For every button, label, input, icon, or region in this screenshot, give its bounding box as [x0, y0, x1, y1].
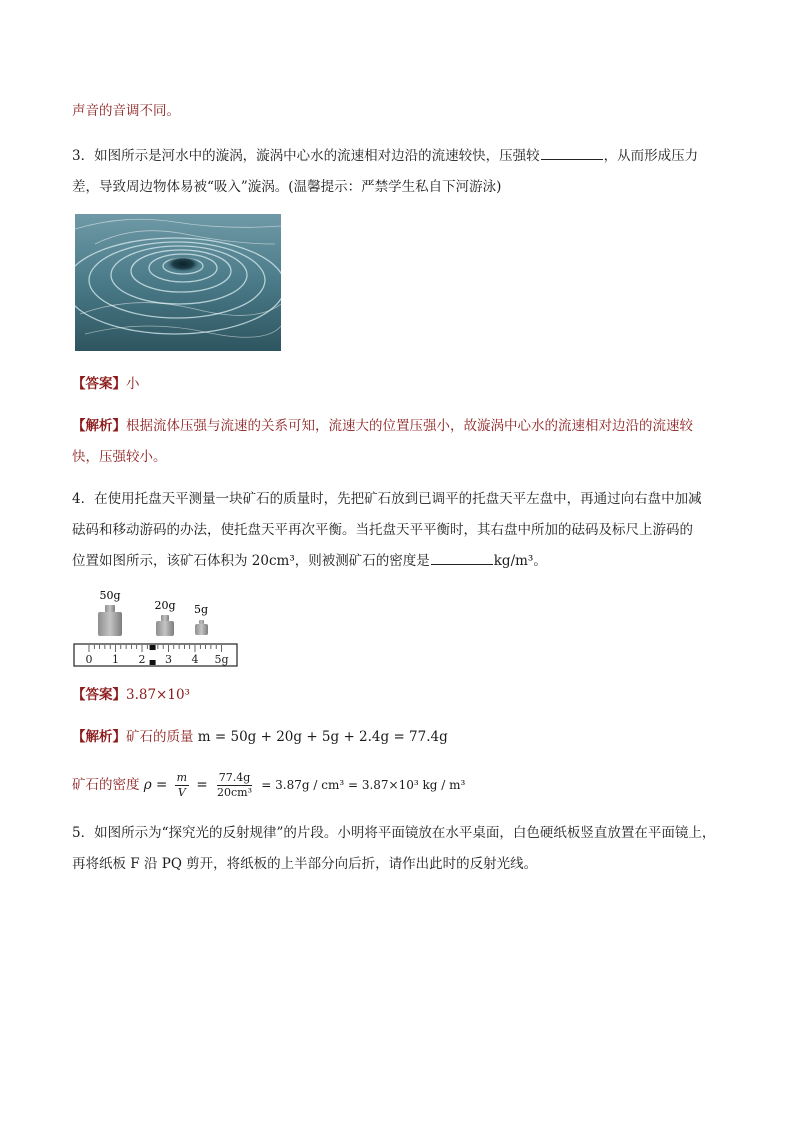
- balance-weights-figure: [72, 584, 242, 674]
- rider-top: [150, 645, 156, 650]
- q4-line3: [72, 546, 732, 577]
- q5-question: [72, 818, 732, 880]
- scale-tick-label: 3: [165, 653, 172, 666]
- weight-5g: [195, 620, 208, 635]
- q4-line1: 4．在使用托盘天平测量一块矿石的质量时，先把矿石放到已调平的托盘天平左盘中，再通过向右盘中加减: [72, 491, 702, 507]
- q3-analysis: [72, 411, 732, 473]
- q3-analysis-line2: 快，压强较小。: [72, 449, 167, 465]
- q3-analysis-text1: 根据流体压强与流速的关系可知，流速大的位置压强小，故漩涡中心水的流速相对边沿的流速较: [126, 418, 693, 434]
- q4-answer: [72, 680, 732, 711]
- answer-tag: 【答案】: [72, 687, 126, 703]
- scale-tick-label: 5g: [214, 653, 229, 666]
- fraction-m: m: [176, 771, 188, 784]
- weight-50g: [98, 605, 122, 636]
- scale-tick-label: 4: [191, 653, 199, 666]
- weight-20g-label: 20g: [154, 599, 176, 612]
- mass-formula: m = 50g + 20g + 5g + 2.4g = 77.4g: [197, 729, 448, 745]
- q4-analysis-mass: [72, 722, 732, 753]
- q4-answer-value: 3.87×10³: [126, 687, 190, 703]
- q3-line2: 差，导致周边物体易被“吸入”漩涡。(温馨提示：严禁学生私自下河游泳): [72, 179, 502, 195]
- q3-answer-blank[interactable]: [541, 145, 603, 160]
- weight-5g-label: 5g: [193, 603, 209, 616]
- q3-answer: [72, 369, 732, 400]
- density-fraction-mv: [175, 771, 189, 800]
- q2-answer-tail: 声音的音调不同。: [72, 103, 180, 119]
- density-label: 矿石的密度: [72, 777, 140, 793]
- q3-question: [72, 141, 732, 203]
- rider-bottom: [150, 660, 156, 665]
- rider-scale: [74, 644, 237, 666]
- analysis-tag: 【解析】: [72, 418, 126, 434]
- answer-tag: 【答案】: [72, 376, 126, 392]
- whirlpool-image: [75, 214, 281, 355]
- q3-analysis-line1: [72, 411, 732, 442]
- scale-tick-label: 2: [138, 653, 146, 666]
- q3-line1: [72, 141, 732, 172]
- weight-50g-label: 50g: [99, 589, 121, 602]
- q3-text-post: ，从而形成压力: [603, 148, 699, 164]
- fraction-numerator: 77.4g: [218, 771, 251, 784]
- q4-text-pre: 位置如图所示，该矿石体积为 20cm³，则被测矿石的密度是: [72, 553, 430, 569]
- fraction-denominator: 20cm³: [216, 786, 252, 799]
- q4-line2: 砝码和移动游码的办法，使托盘天平再次平衡。当托盘天平平衡时，其右盘中所加的砝码及标尺上游码的: [72, 522, 693, 538]
- scale-tick-label: 0: [85, 653, 93, 666]
- q5-line1: 5．如图所示为“探究光的反射规律”的片段。小明将平面镜放在水平桌面，白色硬纸板竖直放置在平面镜上，: [72, 825, 716, 841]
- q4-text-post: kg/m³。: [493, 553, 547, 569]
- q5-line2: 再将纸板 F 沿 PQ 剪开，将纸板的上半部分向后折，请作出此时的反射光线。: [72, 856, 538, 872]
- q4-analysis-density: 矿石的密度 ρ = $\frac{m}{V}$ = $\frac{77.4g}{\text{20cm³}}$ = 3.87g / cm³ = 3.87×10³ kg / m³: [72, 771, 466, 799]
- q4-question: [72, 484, 732, 577]
- analysis-tag: 【解析】: [72, 729, 126, 745]
- q3-answer-value: 小: [126, 376, 140, 392]
- scale-tick-label: 1: [112, 653, 119, 666]
- density-fraction-values: [215, 771, 254, 800]
- mass-label: 矿石的质量: [126, 729, 194, 745]
- density-rho: ρ =: [143, 777, 168, 793]
- weight-20g: [156, 615, 174, 636]
- q4-answer-blank[interactable]: [431, 550, 493, 565]
- density-result: = 3.87g / cm³ = 3.87×10³ kg / m³: [261, 778, 466, 792]
- q3-text-pre: 3．如图所示是河水中的漩涡，漩涡中心水的流速相对边沿的流速较快，压强较: [72, 148, 540, 164]
- fraction-v: V: [177, 786, 186, 799]
